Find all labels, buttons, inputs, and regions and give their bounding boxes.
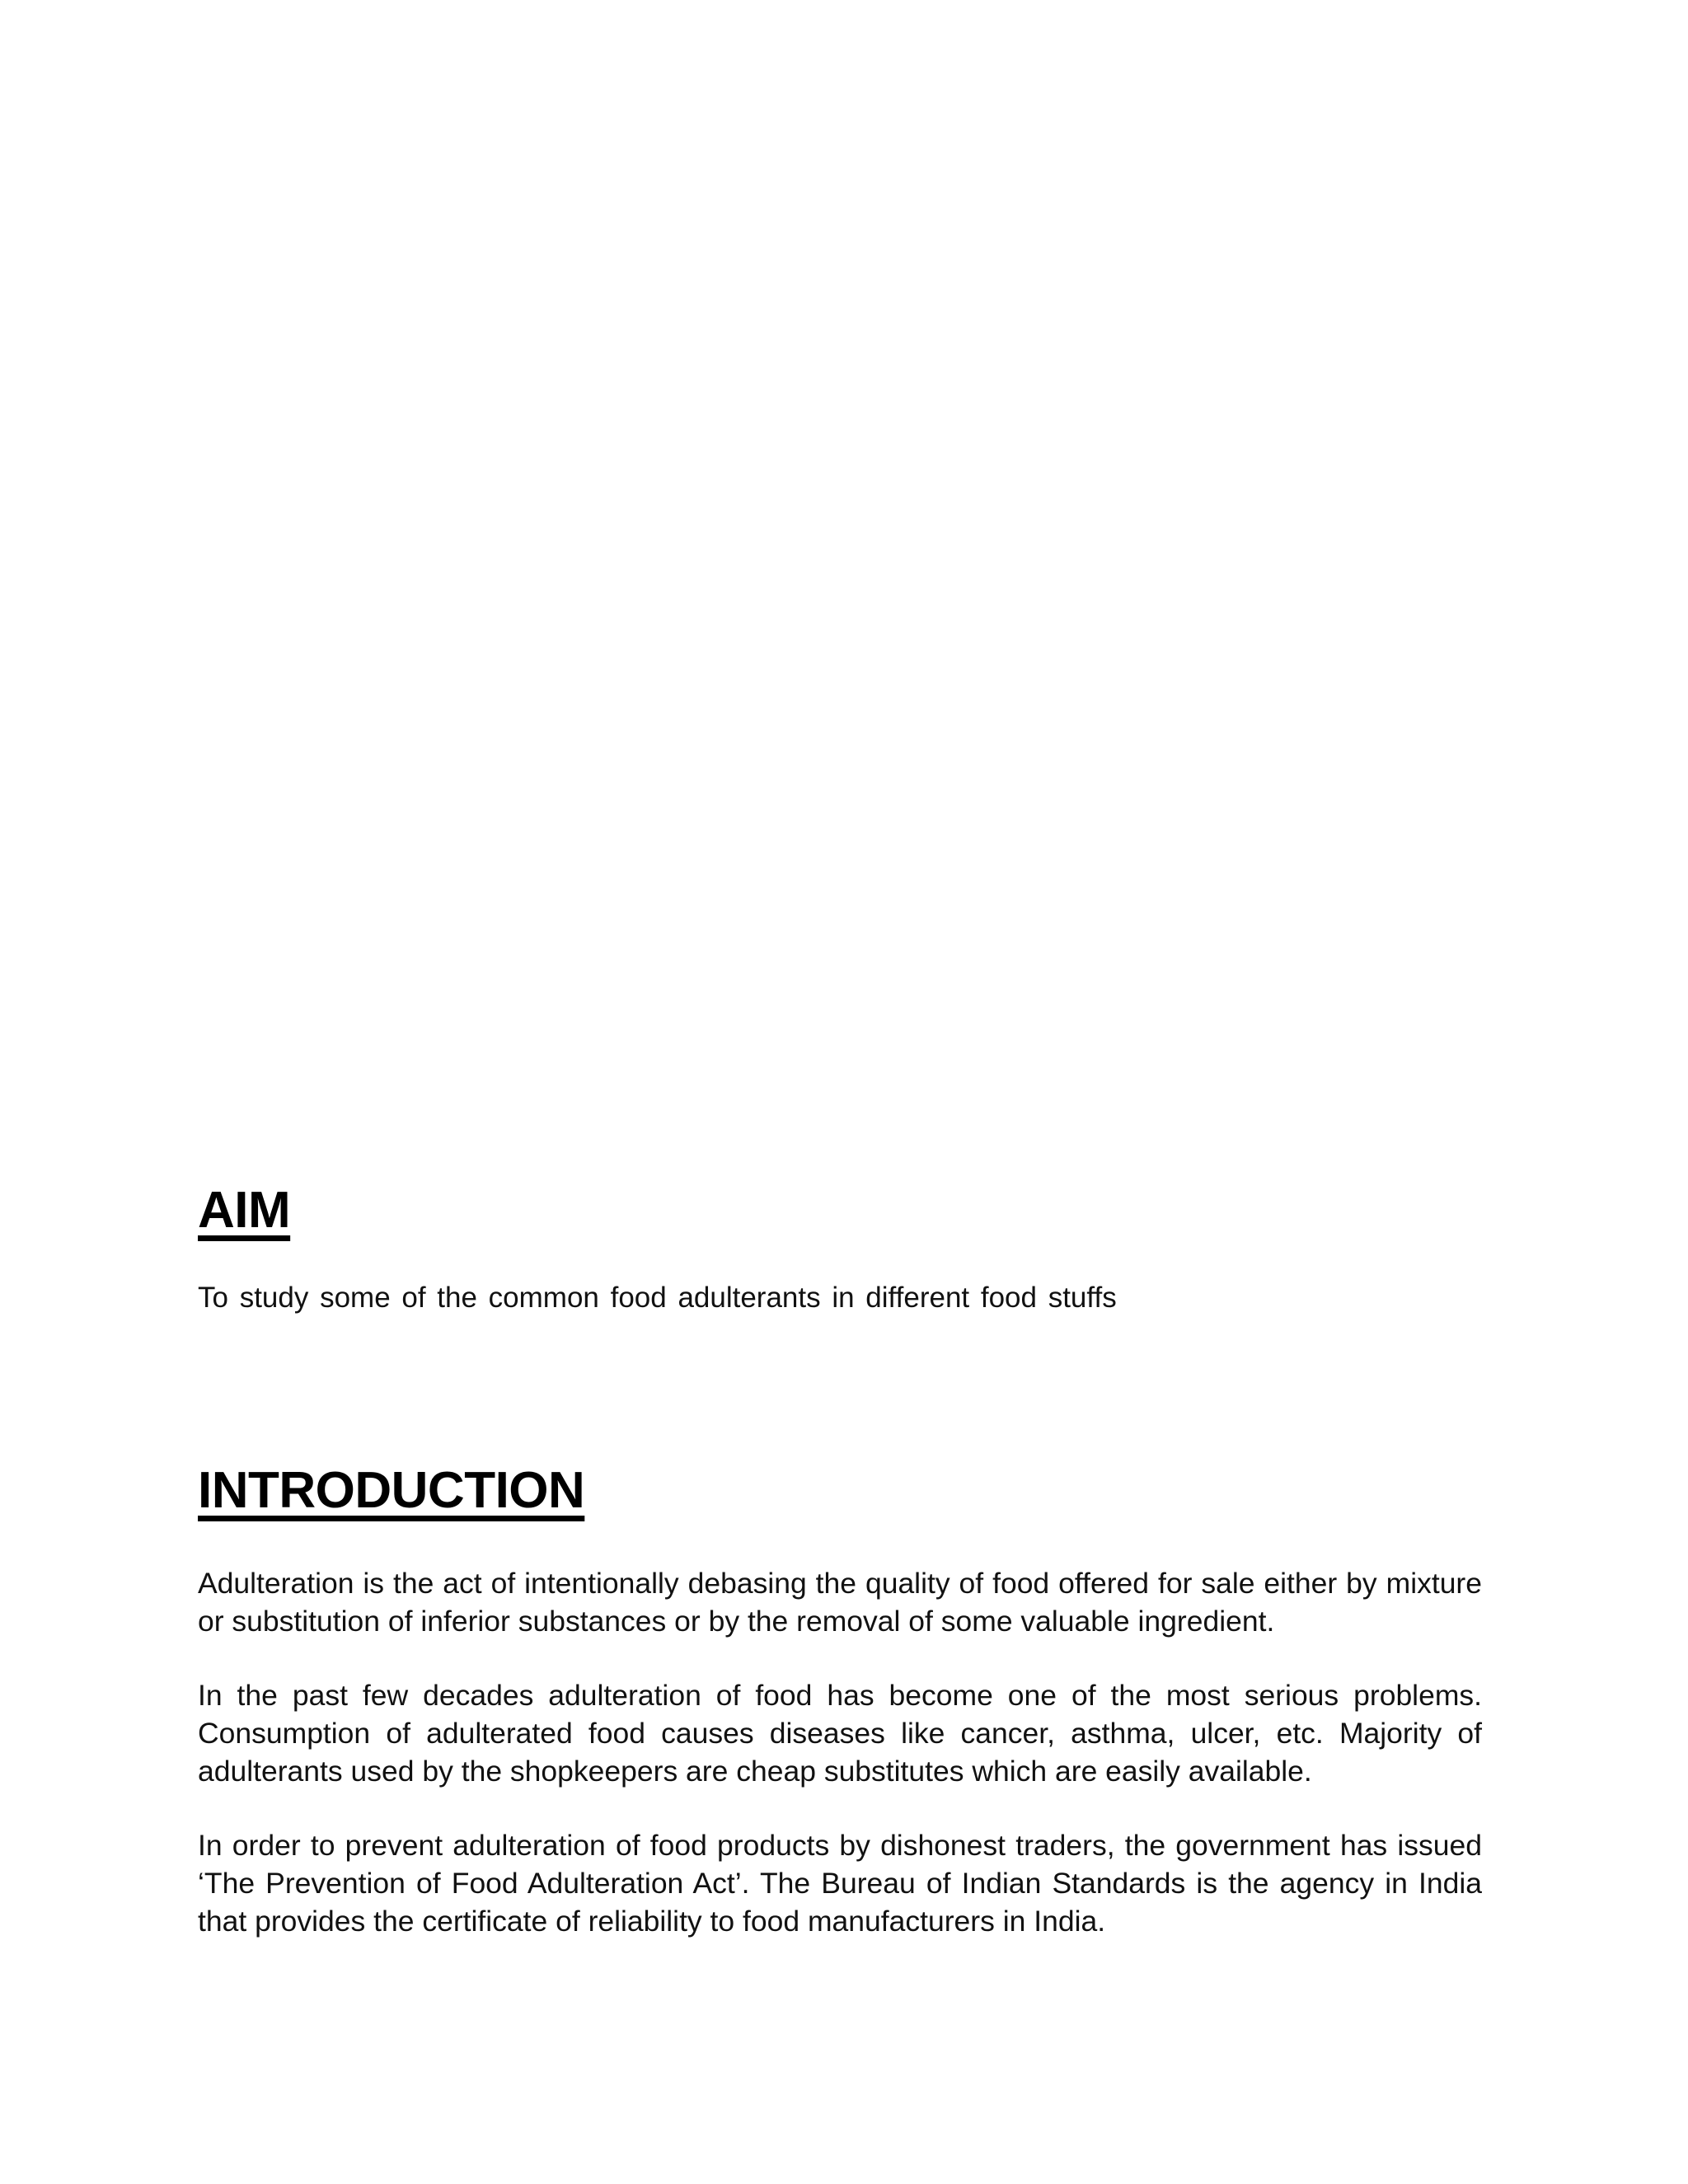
introduction-paragraph-2: In the past few decades adulteration of food has become one of the most serious problems. Consumption of adulterated food causes diseases like cancer, asthma, ulcer, etc. Majority of adulterants used by the shopkeepers are cheap substitutes which are easily available. <box>198 1679 1482 1788</box>
aim-section <box>198 1180 1482 1317</box>
introduction-paragraph-1: Adulteration is the act of intentionally debasing the quality of food offered for sale either by mixture or substitution of inferior substances or by the removal of some valuable ingredient. <box>198 1567 1482 1638</box>
introduction-section <box>198 1460 1482 1940</box>
aim-text: To study some of the common food adulterants in different food stuffs <box>198 1282 1117 1314</box>
aim-heading: AIM <box>198 1182 291 1239</box>
document-content <box>198 1180 1482 1940</box>
introduction-heading: INTRODUCTION <box>198 1462 585 1519</box>
introduction-paragraph-3: In order to prevent adulteration of food products by dishonest traders, the government has issued ‘The Prevention of Food Adulteration Act’. The Bureau of Indian Standards is the agency in India that provides the certificate of reliability to food manufacturers in India. <box>198 1829 1482 1938</box>
